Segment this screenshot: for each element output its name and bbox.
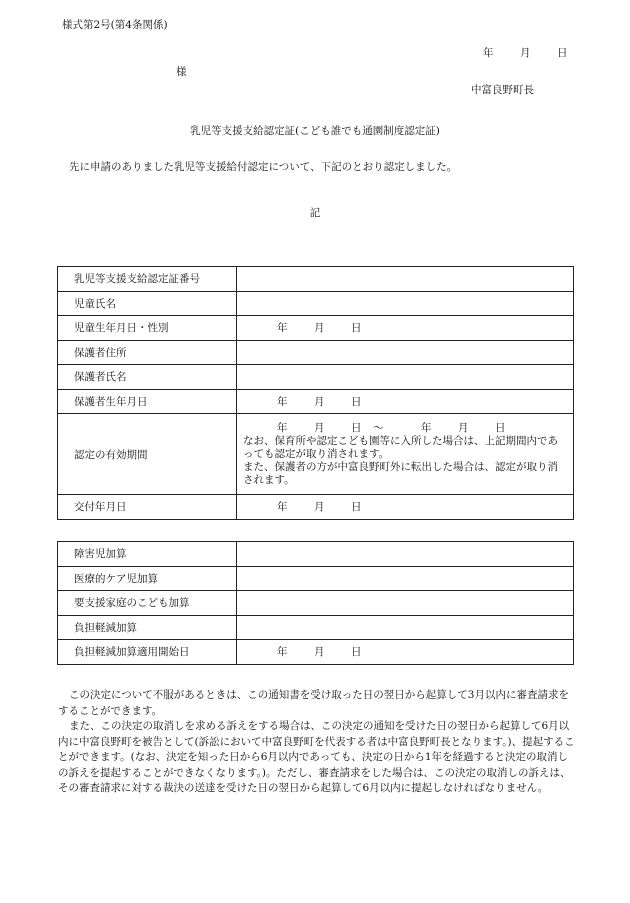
row-label: 児童生年月日・性別 [58, 316, 237, 341]
y-char: 年 [421, 421, 432, 434]
table-row [58, 615, 574, 640]
table-row [58, 640, 574, 665]
table-row [58, 542, 574, 567]
guardian-address-cell [237, 340, 574, 365]
table-row [58, 267, 574, 292]
y-char: 年 [277, 646, 288, 659]
period-dates [243, 422, 567, 435]
issuer: 中富良野町長 [471, 84, 534, 96]
ki-marker: 記 [309, 207, 321, 219]
row-label: 児童氏名 [58, 291, 237, 316]
burden-reduction-cell [237, 615, 574, 640]
date-year: 年 [483, 47, 494, 59]
m-char: 月 [458, 421, 469, 434]
issue-date-cell [237, 495, 574, 520]
period-note-1: なお、保育所や認定こども園等に入所した場合は、上記期間内であっても認定が取り消されます。 [243, 434, 558, 460]
table-row [58, 291, 574, 316]
table-row [58, 316, 574, 341]
m-char: 月 [314, 646, 325, 659]
d-char: 日 [351, 646, 362, 659]
addition-table [57, 541, 574, 665]
notice-paragraph-1: この決定について不服があるときは、この通知書を受け取った日の翌日から起算して3月以内に審査請求をすることができます。 [58, 689, 569, 717]
medical-care-addition-cell [237, 566, 574, 591]
date-month: 月 [520, 47, 531, 59]
m-char: 月 [314, 395, 325, 408]
row-label: 乳児等支援支給認定証番号 [58, 267, 237, 292]
m-char: 月 [314, 421, 325, 434]
d-char: 日 [351, 501, 362, 514]
form-number: 様式第2号(第4条関係) [62, 19, 168, 31]
row-label: 要支援家庭のこども加算 [58, 591, 237, 616]
table-row [58, 495, 574, 520]
d-char: 日 [495, 421, 506, 434]
issue-date [483, 45, 568, 60]
row-label: 負担軽減加算適用開始日 [58, 640, 237, 665]
row-label: 保護者生年月日 [58, 389, 237, 414]
m-char: 月 [314, 501, 325, 514]
disability-addition-cell [237, 542, 574, 567]
table-row [58, 389, 574, 414]
period-note-2: また、保護者の方が中富良野町外に転出した場合は、認定が取り消されます。 [243, 460, 558, 486]
intro-text: 先に申請のありました乳児等支援給付認定について、下記のとおり認定しました。 [69, 161, 458, 173]
support-family-addition-cell [237, 591, 574, 616]
certification-table [57, 266, 574, 520]
row-label: 保護者氏名 [58, 365, 237, 390]
child-birthdate-cell [237, 316, 574, 341]
notice-paragraph-2: また、この決定の取消しを求める訴えをする場合は、この決定の通知を受けた日の翌日から起算して6月以内に中富良野町を被告として(訴訟において中富良野町を代表する者は中富良野町長となります。)、提起することができます。(なお、決定を知った日から6月以内であっても、決定の日から1年を経過すると決定の取消しの訴えを提起することができなくなります。)。ただし、審査請求をした場合は、この決定の取消しの訴えは、その審査請求に対する裁決の送達を受けた日の翌日から起算して6月以内に提起しなければなりません。 [58, 720, 575, 794]
validity-period-cell [237, 414, 574, 495]
row-label: 交付年月日 [58, 495, 237, 520]
y-char: 年 [277, 322, 288, 335]
certificate-number-cell [237, 267, 574, 292]
appeal-notice [58, 688, 576, 797]
table-row [58, 566, 574, 591]
d-char: 日 [351, 322, 362, 335]
burden-reduction-start-cell [237, 640, 574, 665]
row-label: 負担軽減加算 [58, 615, 237, 640]
row-label: 医療的ケア児加算 [58, 566, 237, 591]
guardian-birthdate-cell [237, 389, 574, 414]
row-label: 保護者住所 [58, 340, 237, 365]
date-day: 日 [557, 47, 568, 59]
table-row [58, 365, 574, 390]
table-row [58, 414, 574, 495]
d-char: 日 [351, 421, 362, 434]
y-char: 年 [277, 395, 288, 408]
document-title: 乳児等支援支給認定証(こども誰でも通園制度認定証) [190, 125, 440, 137]
guardian-name-cell [237, 365, 574, 390]
m-char: 月 [314, 322, 325, 335]
addressee: 様 [176, 66, 187, 78]
table-row [58, 591, 574, 616]
row-label: 障害児加算 [58, 542, 237, 567]
y-char: 年 [277, 501, 288, 514]
child-name-cell [237, 291, 574, 316]
y-char: 年 [277, 421, 288, 434]
period-separator: ～ [373, 421, 384, 434]
d-char: 日 [351, 395, 362, 408]
row-label: 認定の有効期間 [58, 414, 237, 495]
table-row [58, 340, 574, 365]
